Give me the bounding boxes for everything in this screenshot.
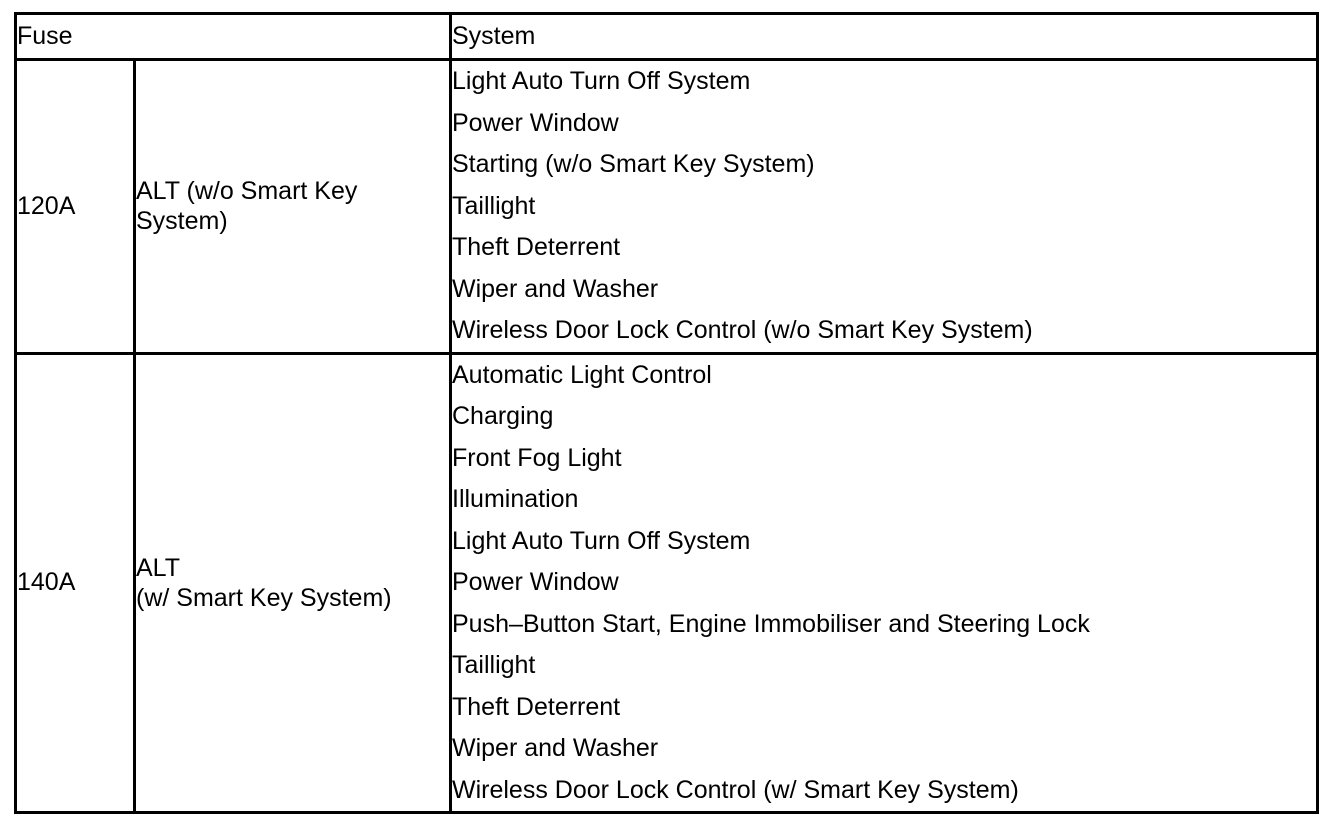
fuse-name-line: System) [136,207,228,236]
fuse-table [14,12,1319,814]
system-item: Wiper and Washer [452,274,659,303]
fuse-amperage: 140A [16,353,135,813]
system-item: Light Auto Turn Off System [452,526,751,555]
system-item: Power Window [452,108,619,137]
system-item: Charging [452,402,554,430]
system-item: Wireless Door Lock Control (w/ Smart Key System) [452,775,1019,804]
system-item: Power Window [452,568,619,596]
system-item: Wireless Door Lock Control (w/o Smart Key System) [452,316,1033,344]
header-row [16,14,1318,60]
system-item: Theft Deterrent [452,233,621,261]
fuse-row-140a [16,353,1318,813]
fuse-name [135,60,451,354]
fuse-name [135,353,451,813]
system-item: Front Fog Light [452,443,622,472]
system-item: Theft Deterrent [452,692,621,721]
system-item: Light Auto Turn Off System [452,67,751,95]
system-item: Automatic Light Control [452,360,712,389]
system-list [451,353,1318,813]
fuse-row-120a [16,60,1318,354]
system-item: Wiper and Washer [452,734,659,762]
system-item: Illumination [452,485,579,513]
header-system: System [451,14,1318,60]
system-item: Taillight [452,651,536,679]
fuse-name-line: ALT (w/o Smart Key [136,177,358,206]
header-fuse: Fuse [16,14,451,60]
system-item: Starting (w/o Smart Key System) [452,150,815,178]
system-item: Taillight [452,191,536,220]
fuse-name-line: (w/ Smart Key System) [136,583,392,612]
system-list [451,60,1318,354]
system-item: Push–Button Start, Engine Immobiliser and Steering Lock [452,609,1090,638]
fuse-name-line: ALT [136,553,180,582]
fuse-amperage: 120A [16,60,135,354]
